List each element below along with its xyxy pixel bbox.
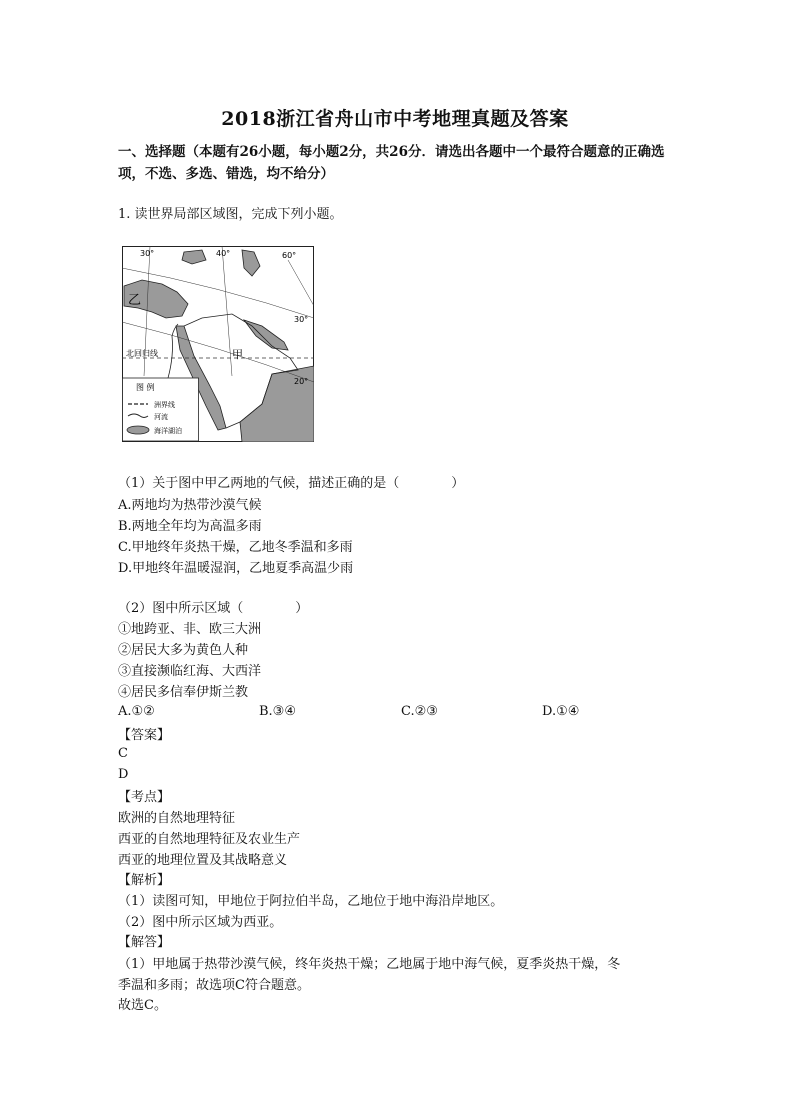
- section-heading: 一、选择题（本题有26小题，每小题2分，共26分．请选出各题中一个最符合题意的正确选项，不选、多选、错选，均不给分）: [118, 144, 665, 182]
- sub1-option-c: C.甲地终年炎热干燥，乙地冬季温和多雨: [118, 540, 353, 555]
- sub2-option-c: C.②③: [401, 704, 438, 719]
- legend-item-boundary: 洲界线: [154, 401, 175, 409]
- sub2-options: [118, 704, 678, 722]
- kaodian-heading: 【考点】: [118, 790, 171, 805]
- jieda-heading: 【解答】: [118, 935, 171, 950]
- sub2-statement-2: ②居民大多为黄色人种: [118, 643, 249, 658]
- region-label-yi: 乙: [128, 293, 142, 308]
- lat-label-4: 30°: [294, 315, 309, 324]
- lat-label-3: 60°: [282, 251, 297, 260]
- answer-2: D: [118, 767, 129, 782]
- answer-1: C: [118, 746, 128, 761]
- legend-title: 图 例: [136, 383, 155, 392]
- sub1-option-b: B.两地全年均为高温多雨: [118, 519, 262, 534]
- sub2-option-b: B.③④: [259, 704, 296, 719]
- question-stem: 1. 读世界局部区域图，完成下列小题。: [118, 207, 343, 222]
- document-title: 2018浙江省舟山市中考地理真题及答案: [221, 108, 569, 130]
- sub1-option-d: D.甲地终年温暖湿润，乙地夏季高温少雨: [118, 561, 354, 576]
- answer-heading: 【答案】: [118, 728, 171, 743]
- kaodian-1: 欧洲的自然地理特征: [118, 811, 236, 826]
- region-label-jia: 甲: [232, 348, 243, 361]
- sub2-question: （2）图中所示区域（ ）: [118, 601, 309, 616]
- lat-label-5: 20°: [294, 377, 309, 386]
- tropic-label: 北回归线: [126, 349, 158, 358]
- sub2-statement-1: ①地跨亚、非、欧三大洲: [118, 622, 262, 637]
- jieda-3: 故选C。: [118, 998, 167, 1013]
- kaodian-3: 西亚的地理位置及其战略意义: [118, 853, 288, 868]
- world-region-map: [122, 246, 314, 442]
- legend-item-sea: 海洋湖泊: [154, 427, 182, 435]
- legend-item-river: 河流: [154, 413, 168, 421]
- sub1-option-a: A.两地均为热带沙漠气候: [118, 498, 262, 513]
- sub1-question: （1）关于图中甲乙两地的气候，描述正确的是（ ）: [118, 476, 465, 491]
- jiexi-heading: 【解析】: [118, 873, 171, 888]
- lat-label-1: 30°: [140, 249, 155, 258]
- jiexi-1: （1）读图可知，甲地位于阿拉伯半岛，乙地位于地中海沿岸地区。: [118, 894, 504, 909]
- jieda-1: （1）甲地属于热带沙漠气候，终年炎热干燥；乙地属于地中海气候，夏季炎热干燥，冬: [118, 957, 621, 972]
- sub2-option-a: A.①②: [118, 704, 155, 719]
- sub2-option-d: D.①④: [542, 704, 580, 719]
- kaodian-2: 西亚的自然地理特征及农业生产: [118, 832, 301, 847]
- jiexi-2: （2）图中所示区域为西亚。: [118, 915, 283, 930]
- sub2-statement-4: ④居民多信奉伊斯兰教: [118, 685, 249, 700]
- jieda-2: 季温和多雨；故选项C符合题意。: [118, 978, 310, 993]
- sub2-statement-3: ③直接濒临红海、大西洋: [118, 664, 262, 679]
- lat-label-2: 40°: [216, 249, 231, 258]
